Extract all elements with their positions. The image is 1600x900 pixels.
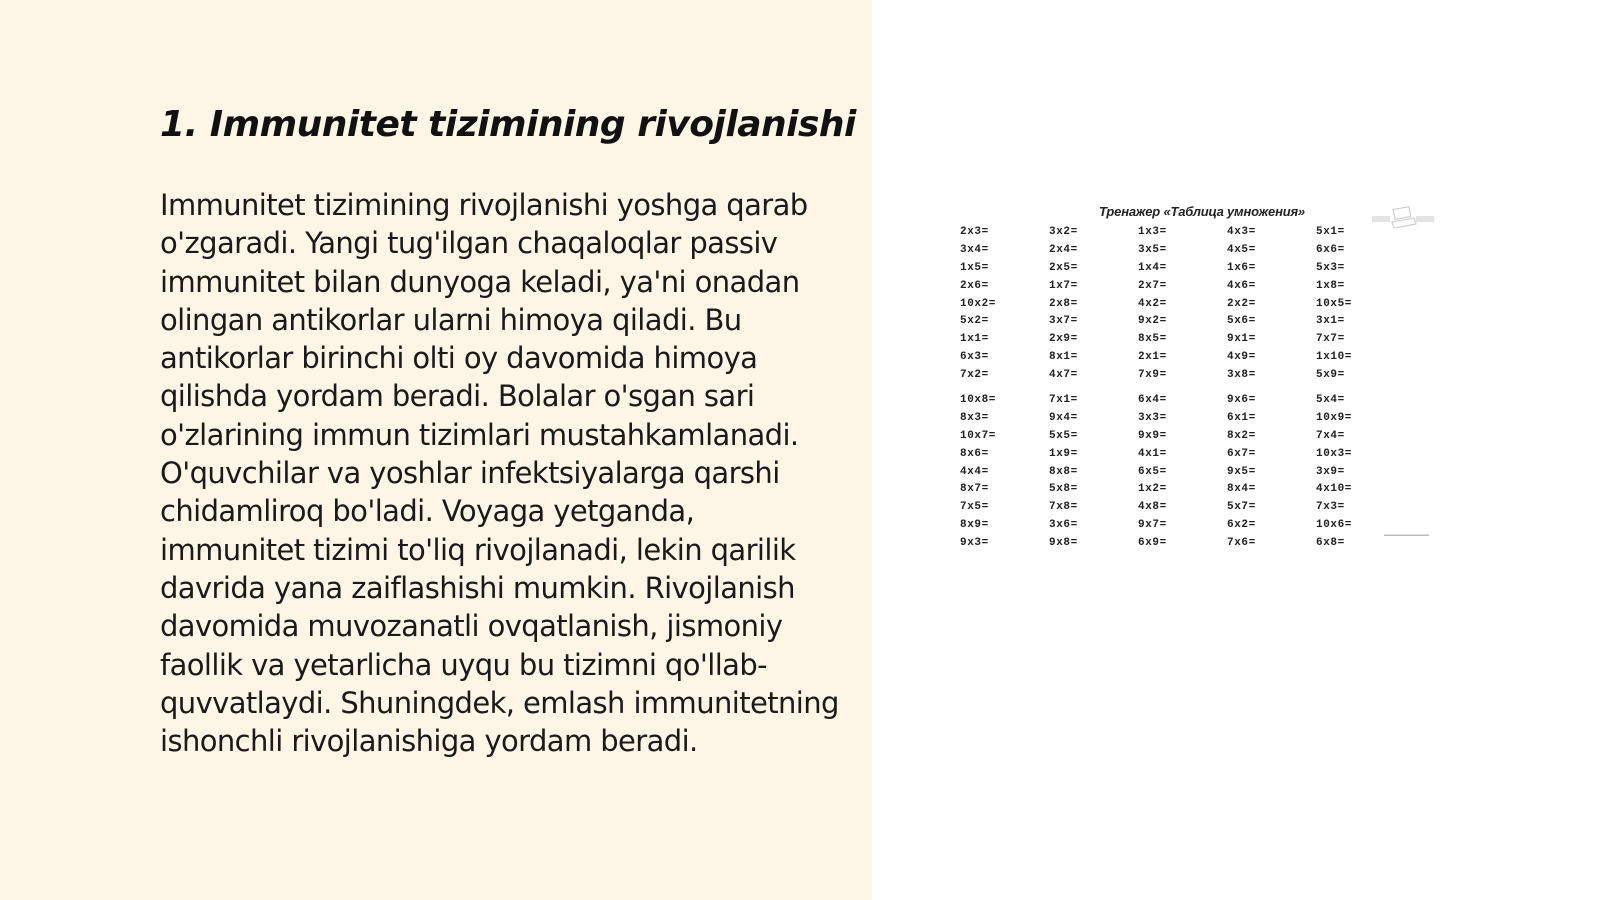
worksheet-problem: 1x5= <box>960 261 989 274</box>
worksheet-problem: 7x2= <box>960 369 989 382</box>
worksheet-problem: 8x6= <box>960 447 989 460</box>
worksheet-problem: 3x1= <box>1316 315 1345 328</box>
worksheet-problem: 8x9= <box>960 519 989 532</box>
worksheet-problem: 1x7= <box>1049 279 1078 292</box>
worksheet-problem: 6x5= <box>1138 465 1167 478</box>
worksheet-problem: 4x5= <box>1227 243 1256 256</box>
worksheet-problem: 5x6= <box>1227 315 1256 328</box>
worksheet-problem: 1x4= <box>1138 261 1167 274</box>
worksheet-grid-top <box>960 224 1405 385</box>
worksheet-problem: 9x3= <box>960 537 989 550</box>
worksheet-problem: 2x5= <box>1049 261 1078 274</box>
worksheet-problem: 5x9= <box>1316 369 1345 382</box>
worksheet-problem: 2x8= <box>1049 297 1078 310</box>
worksheet-problem: 1x10= <box>1316 351 1353 364</box>
worksheet-problem: 8x5= <box>1138 333 1167 346</box>
worksheet-problem: 1x1= <box>960 333 989 346</box>
worksheet-problem: 10x5= <box>1316 297 1353 310</box>
worksheet-problem: 9x9= <box>1138 429 1167 442</box>
worksheet-problem: 8x1= <box>1049 351 1078 364</box>
worksheet-problem: 3x8= <box>1227 369 1256 382</box>
worksheet-problem: 9x1= <box>1227 333 1256 346</box>
worksheet-problem: 6x7= <box>1227 447 1256 460</box>
worksheet-problem: 4x6= <box>1227 279 1256 292</box>
worksheet-title: Тренажер «Таблица умножения» <box>1099 204 1305 219</box>
worksheet-problem: 3x5= <box>1138 243 1167 256</box>
worksheet-problem: 8x8= <box>1049 465 1078 478</box>
worksheet-problem: 7x1= <box>1049 394 1078 406</box>
worksheet-problem: 4x1= <box>1138 447 1167 460</box>
worksheet-problem: 3x9= <box>1316 465 1345 478</box>
worksheet-problem: 8x7= <box>960 483 989 496</box>
multiplication-worksheet-image <box>952 198 1452 558</box>
worksheet-problem: 7x3= <box>1316 501 1345 514</box>
worksheet-problem: 9x8= <box>1049 537 1078 550</box>
worksheet-problem: 4x9= <box>1227 351 1256 364</box>
worksheet-problem: 5x2= <box>960 315 989 328</box>
worksheet-problem: 2x1= <box>1138 351 1167 364</box>
worksheet-problem: 10x7= <box>960 429 997 442</box>
worksheet-problem: 9x4= <box>1049 411 1078 424</box>
worksheet-problem: 1x2= <box>1138 483 1167 496</box>
worksheet-problem: 1x9= <box>1049 447 1078 460</box>
worksheet-problem: 2x7= <box>1138 279 1167 292</box>
worksheet-problem: 3x3= <box>1138 411 1167 424</box>
worksheet-problem: 6x1= <box>1227 411 1256 424</box>
worksheet-problem: 6x2= <box>1227 519 1256 532</box>
worksheet-problem: 7x9= <box>1138 369 1167 382</box>
worksheet-problem: 2x2= <box>1227 297 1256 310</box>
worksheet-problem: 2x4= <box>1049 243 1078 256</box>
worksheet-problem: 2x6= <box>960 279 989 292</box>
worksheet-problem: 5x3= <box>1316 261 1345 274</box>
worksheet-problem: 8x3= <box>960 411 989 424</box>
worksheet-problem: 7x6= <box>1227 537 1256 550</box>
worksheet-problem: 7x5= <box>960 501 989 514</box>
worksheet-problem: 8x2= <box>1227 429 1256 442</box>
worksheet-problem: 9x7= <box>1138 519 1167 532</box>
worksheet-problem: 3x4= <box>960 243 989 256</box>
worksheet-problem: 4x8= <box>1138 501 1167 514</box>
worksheet-grid-bottom <box>960 392 1405 553</box>
worksheet-problem: 10x2= <box>960 297 997 310</box>
worksheet-problem: 6x4= <box>1138 394 1167 406</box>
worksheet-problem: 2x3= <box>960 226 989 238</box>
worksheet-problem: 4x4= <box>960 465 989 478</box>
slide-heading: 1. Immunitet tizimining rivojlanishi <box>160 104 856 145</box>
worksheet-problem: 10x3= <box>1316 447 1353 460</box>
worksheet-problem: 6x8= <box>1316 537 1345 550</box>
worksheet-problem: 6x6= <box>1316 243 1345 256</box>
worksheet-problem: 4x2= <box>1138 297 1167 310</box>
worksheet-problem: 3x7= <box>1049 315 1078 328</box>
worksheet-problem: 6x9= <box>1138 537 1167 550</box>
worksheet-problem: 4x10= <box>1316 483 1353 496</box>
worksheet-problem: 10x6= <box>1316 519 1353 532</box>
worksheet-problem: 9x6= <box>1227 394 1256 406</box>
worksheet-problem: 5x5= <box>1049 429 1078 442</box>
worksheet-problem: 3x2= <box>1049 226 1078 238</box>
worksheet-problem: 9x5= <box>1227 465 1256 478</box>
worksheet-problem: 5x1= <box>1316 226 1345 238</box>
worksheet-problem: 10x8= <box>960 394 997 406</box>
worksheet-problem: 2x9= <box>1049 333 1078 346</box>
worksheet-problem: 8x4= <box>1227 483 1256 496</box>
worksheet-problem: 6x3= <box>960 351 989 364</box>
worksheet-problem: 5x4= <box>1316 394 1345 406</box>
worksheet-problem: 9x2= <box>1138 315 1167 328</box>
worksheet-problem: 3x6= <box>1049 519 1078 532</box>
worksheet-problem: 7x4= <box>1316 429 1345 442</box>
worksheet-problem: 5x7= <box>1227 501 1256 514</box>
worksheet-footer-watermark: ▬▬▬▬▬▬▬▬▬ <box>1384 532 1429 538</box>
worksheet-problem: 1x8= <box>1316 279 1345 292</box>
worksheet-problem: 1x3= <box>1138 226 1167 238</box>
worksheet-problem: 4x7= <box>1049 369 1078 382</box>
worksheet-problem: 5x8= <box>1049 483 1078 496</box>
worksheet-problem: 10x9= <box>1316 411 1353 424</box>
worksheet-problem: 7x8= <box>1049 501 1078 514</box>
worksheet-problem: 7x7= <box>1316 333 1345 346</box>
worksheet-problem: 4x3= <box>1227 226 1256 238</box>
slide-paragraph: Immunitet tizimining rivojlanishi yoshga qarab o'zgaradi. Yangi tug'ilgan chaqaloqlar passiv immunitet bilan dunyoga keladi, ya'ni onadan olingan antikorlar ularni himoya qiladi. Bu antikorlar birinchi olti oy davomida himoya qilishda yordam beradi. Bolalar o'sgan sari o'zlarining immun tizimlari mustahkamlanadi. O'quvchilar va yoshlar infektsiyalarga qarshi chidamliroq bo'ladi. Voyaga yetganda, immunitet tizimi to'liq rivojlanadi, lekin qarilik davrida yana zaiflashishi mumkin. Rivojlanish davomida muvozanatli ovqatlanish, jismoniy faollik va yetarlicha uyqu bu tizimni qo'llab-quvvatlaydi. Shuningdek, emlash immunitetning ishonchli rivojlanishiga yordam beradi. <box>160 188 839 759</box>
worksheet-problem: 1x6= <box>1227 261 1256 274</box>
